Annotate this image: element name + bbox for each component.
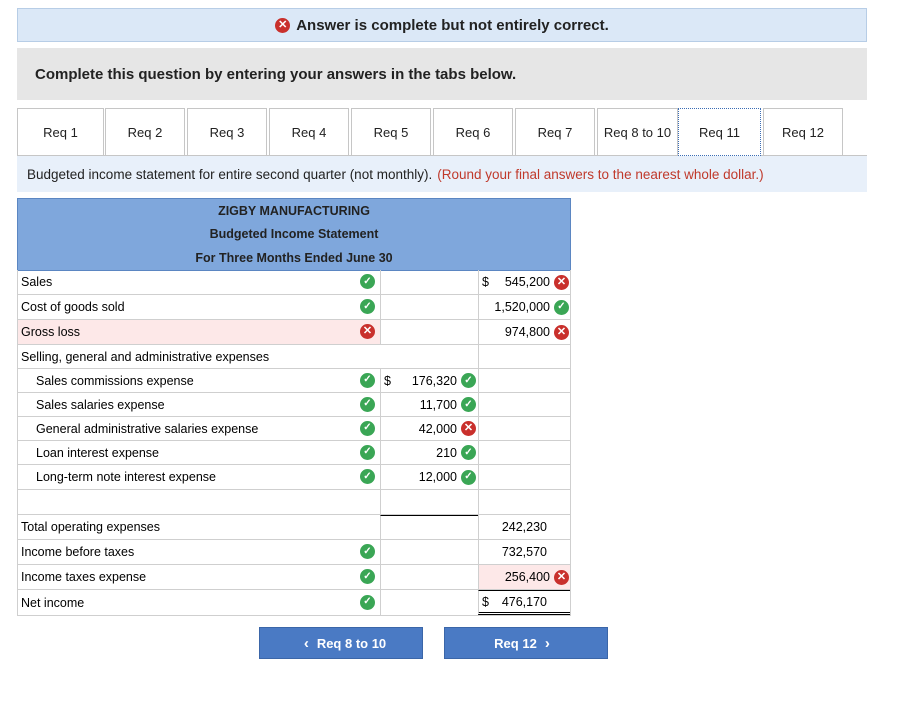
row-long-term-note xyxy=(17,465,571,490)
value-net-income: 476,170 xyxy=(501,594,547,609)
tab-req-8-to-10[interactable]: Req 8 to 10 xyxy=(597,108,678,155)
result-banner xyxy=(17,8,867,42)
total-input-cell[interactable] xyxy=(478,270,571,294)
company-name: ZIGBY MANUFACTURING xyxy=(17,198,571,223)
row-sales xyxy=(17,270,571,295)
row-sales-salaries xyxy=(17,393,571,417)
check-icon: ✓ xyxy=(461,373,476,388)
chevron-left-icon: ‹ xyxy=(303,634,309,652)
row-loan-interest xyxy=(17,441,571,465)
tab-req-4[interactable]: Req 4 xyxy=(269,108,349,155)
label-general-admin: General administrative salaries expense xyxy=(36,421,259,436)
amount-input-cell[interactable] xyxy=(380,441,478,464)
check-icon: ✓ xyxy=(360,373,375,388)
amount-input-cell[interactable] xyxy=(380,515,478,539)
total-input-cell[interactable] xyxy=(478,345,571,368)
next-tab-button[interactable] xyxy=(444,627,608,659)
check-icon: ✓ xyxy=(360,274,375,289)
amount-input-cell[interactable] xyxy=(380,540,478,564)
value-income-taxes: 256,400 xyxy=(504,570,550,584)
tab-req-5[interactable]: Req 5 xyxy=(351,108,431,155)
amount-input-cell[interactable] xyxy=(380,465,478,489)
row-income-before-taxes xyxy=(17,540,571,565)
amount-input-cell[interactable] xyxy=(380,565,478,589)
prev-button-label: Req 8 to 10 xyxy=(316,635,387,651)
row-net-income xyxy=(17,590,571,616)
total-input-cell[interactable] xyxy=(478,417,571,440)
total-input-cell[interactable] xyxy=(478,490,571,514)
rounding-note: (Round your final answers to the nearest whole dollar.) xyxy=(437,166,764,182)
check-icon: ✓ xyxy=(461,470,476,485)
amount-input-cell[interactable] xyxy=(380,590,478,615)
label-loan-interest: Loan interest expense xyxy=(36,445,160,460)
value-loan-interest: 210 xyxy=(436,445,457,460)
table-right-border xyxy=(570,270,571,616)
label-cogs: Cost of goods sold xyxy=(21,300,125,314)
row-total-operating xyxy=(17,515,571,540)
banner-text: Answer is complete but not entirely correct. xyxy=(296,16,609,34)
total-input-cell[interactable] xyxy=(478,369,571,392)
incorrect-icon: ✕ xyxy=(554,275,569,290)
total-input-cell[interactable] xyxy=(478,393,571,416)
row-cogs xyxy=(17,295,571,320)
check-icon: ✓ xyxy=(360,397,375,412)
value-income-before-taxes: 732,570 xyxy=(501,545,547,559)
check-icon: ✓ xyxy=(360,569,375,584)
check-icon: ✓ xyxy=(461,445,476,460)
row-income-taxes xyxy=(17,565,571,590)
amount-input-cell[interactable] xyxy=(380,320,478,344)
check-icon: ✓ xyxy=(461,397,476,412)
chevron-right-icon: › xyxy=(544,634,550,652)
tab-req-6[interactable]: Req 6 xyxy=(433,108,513,155)
incorrect-icon: ✕ xyxy=(554,570,569,585)
value-cogs: 1,520,000 xyxy=(494,300,550,314)
row-sga-header xyxy=(17,345,571,369)
statement-title: Budgeted Income Statement xyxy=(17,222,571,247)
dollar-sign: $ xyxy=(384,373,391,388)
row-gross-loss xyxy=(17,320,571,345)
value-sales-salaries: 11,700 xyxy=(419,397,457,412)
check-icon: ✓ xyxy=(360,421,375,436)
incorrect-icon: ✕ xyxy=(554,325,569,340)
tab-req-2[interactable]: Req 2 xyxy=(105,108,185,155)
total-input-cell[interactable] xyxy=(478,540,571,564)
total-input-cell[interactable] xyxy=(478,320,571,344)
label-gross-loss: Gross loss xyxy=(21,325,81,339)
next-button-label: Req 12 xyxy=(494,635,537,651)
value-gross-loss: 974,800 xyxy=(504,325,550,339)
label-net-income: Net income xyxy=(21,595,85,610)
total-input-cell[interactable] xyxy=(478,515,571,539)
check-icon: ✓ xyxy=(360,299,375,314)
instruction-text: Complete this question by entering your answers in the tabs below. xyxy=(35,65,517,83)
check-icon: ✓ xyxy=(360,544,375,559)
label-sales: Sales xyxy=(21,275,53,289)
amount-input-cell[interactable] xyxy=(380,270,478,294)
label-income-before-taxes: Income before taxes xyxy=(21,545,135,559)
label-total-operating: Total operating expenses xyxy=(21,520,160,534)
amount-input-cell[interactable] xyxy=(380,393,478,416)
total-input-cell[interactable] xyxy=(478,565,571,589)
row-empty xyxy=(17,490,571,515)
question-subtitle xyxy=(17,156,867,192)
tab-req-12[interactable]: Req 12 xyxy=(763,108,843,155)
value-long-term-note: 12,000 xyxy=(418,470,457,484)
incorrect-icon: ✕ xyxy=(275,18,290,33)
row-general-admin xyxy=(17,417,571,441)
tab-req-1[interactable]: Req 1 xyxy=(17,108,104,155)
subtitle-text: Budgeted income statement for entire second quarter (not monthly). xyxy=(27,166,433,182)
amount-input-cell[interactable] xyxy=(380,295,478,319)
total-input-cell[interactable] xyxy=(478,590,571,615)
dollar-sign: $ xyxy=(482,594,489,609)
value-sales: 545,200 xyxy=(504,275,550,289)
prev-tab-button[interactable] xyxy=(259,627,423,659)
label-sales-commissions: Sales commissions expense xyxy=(36,373,194,388)
amount-input-cell[interactable] xyxy=(380,369,478,392)
total-input-cell[interactable] xyxy=(478,441,571,464)
tab-req-7[interactable]: Req 7 xyxy=(515,108,595,155)
check-icon: ✓ xyxy=(360,445,375,460)
label-income-taxes: Income taxes expense xyxy=(21,570,147,584)
label-sga: Selling, general and administrative expenses xyxy=(21,349,270,364)
statement-period: For Three Months Ended June 30 xyxy=(17,246,571,271)
row-sales-commissions xyxy=(17,369,571,393)
amount-input-cell[interactable] xyxy=(380,490,478,514)
value-general-admin: 42,000 xyxy=(418,421,457,436)
value-total-operating: 242,230 xyxy=(501,520,547,534)
check-icon: ✓ xyxy=(360,595,375,610)
table-left-border xyxy=(17,270,18,616)
instruction-bar xyxy=(17,48,867,100)
label-sales-salaries: Sales salaries expense xyxy=(36,397,165,412)
tab-bar xyxy=(17,108,867,156)
total-input-cell[interactable] xyxy=(478,295,571,319)
incorrect-icon: ✕ xyxy=(461,421,476,436)
tab-req-11[interactable]: Req 11 xyxy=(678,108,761,156)
check-icon: ✓ xyxy=(360,469,375,484)
tab-req-3[interactable]: Req 3 xyxy=(187,108,267,155)
dollar-sign: $ xyxy=(482,275,489,289)
total-input-cell[interactable] xyxy=(478,465,571,489)
incorrect-icon: ✕ xyxy=(360,324,375,339)
amount-input-cell[interactable] xyxy=(380,417,478,440)
value-sales-commissions: 176,320 xyxy=(411,373,457,388)
check-icon: ✓ xyxy=(554,300,569,315)
label-long-term-note: Long-term note interest expense xyxy=(36,470,216,484)
